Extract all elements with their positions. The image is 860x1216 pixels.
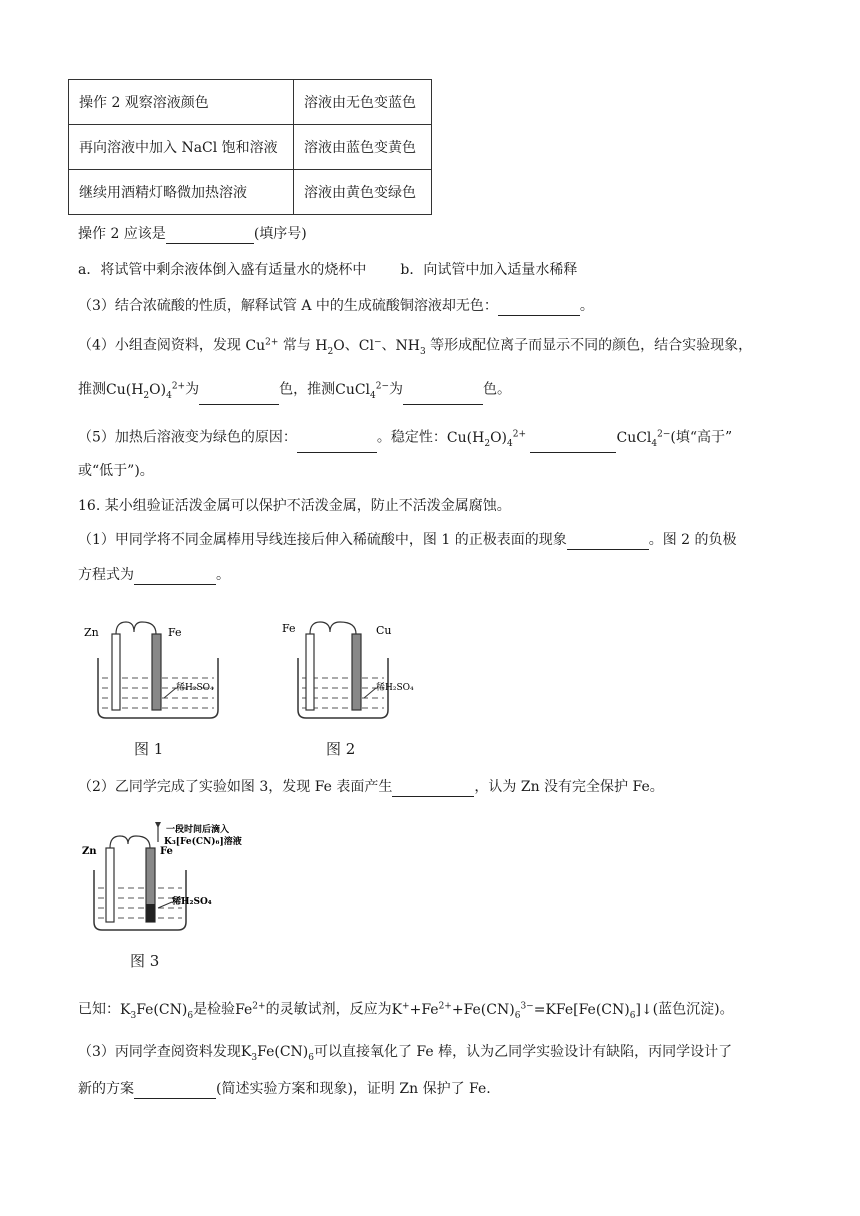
q16-part3-line1: （3）丙同学查阅资料发现$K_3Fe(CN)_6$可以直接氧化了 Fe 棒，认为乙同学实验设计有缺陷，丙同学设计了: [78, 1044, 733, 1063]
answer-blank[interactable]: [530, 452, 616, 453]
formula-nh3: $NH_3$: [395, 337, 426, 357]
table-cell-operation: 操作 2 观察溶液颜色: [69, 80, 294, 125]
answer-blank[interactable]: [166, 243, 254, 244]
answer-blank[interactable]: [403, 404, 483, 405]
q16-title: 16. 某小组验证活泼金属可以保护不活泼金属，防止不活泼金属腐蚀。: [78, 498, 511, 514]
fig3-acid-label: 稀H₂SO₄: [172, 897, 212, 907]
fig2-right-label: Cu: [376, 624, 392, 637]
table-cell-operation: 继续用酒精灯略微加热溶液: [69, 170, 294, 215]
table-cell-operation: 再向溶液中加入 NaCl 饱和溶液: [69, 125, 294, 170]
fig2-caption: 图 2: [326, 740, 356, 758]
answer-blank[interactable]: [134, 584, 216, 585]
q3-question: （3）结合浓硫酸的性质，解释试管 A 中的生成硫酸铜溶液却无色： 。: [78, 298, 594, 314]
formula-cl-minus: Cl−: [358, 337, 382, 354]
equation-blue-precipitate: $K^++Fe^{2+}+Fe(CN)_6^{3-}=KFe[Fe(CN)_6]↓$: [391, 1001, 653, 1021]
fig2-left-label: Fe: [282, 622, 296, 635]
answer-blank[interactable]: [297, 452, 377, 453]
q4-line1: （4）小组查阅资料，发现 $Cu^{2+}$ 常与 $H_2O$、Cl−、$NH_3$ 等形成配位离子而显示不同的颜色，结合实验现象，: [78, 337, 753, 357]
q4-line2: 推测$Cu(H_2O)_4^{2+}$为 色，推测CuCl$_4^{2-}$为 色。: [78, 376, 511, 405]
observation-table: [68, 79, 432, 215]
table-cell-result: 溶液由无色变蓝色: [294, 80, 432, 125]
formula-k3fecn6: $K_3Fe(CN)_6$: [120, 1001, 194, 1021]
formula-cu2plus: $Cu^{2+}$: [245, 337, 279, 354]
option-a: a．将试管中剩余液体倒入盛有适量水的烧杯中: [78, 262, 367, 278]
figure-3-galvanic-cell: [80, 818, 280, 938]
answer-blank[interactable]: [498, 315, 580, 316]
q16-part3-line2: 新的方案 (简述实验方案和现象)，证明 Zn 保护了 Fe.: [78, 1081, 491, 1097]
q16-part1-line2: 方程式为 。: [78, 567, 230, 583]
figure-1-galvanic-cell: [80, 618, 240, 728]
q5-line1: （5）加热后溶液变为绿色的原因： 。稳定性：$Cu(H_2O)_4^{2+}$ CuCl$_4^{2-}$(填“高于”: [78, 424, 732, 453]
q5-line2: 或“低于”)。: [78, 463, 154, 479]
formula-cucl4: CuCl$_4^{2-}$: [335, 381, 390, 401]
answer-blank[interactable]: [392, 796, 474, 797]
formula-cu-h2o4: $Cu(H_2O)_4^{2+}$: [106, 381, 186, 401]
table-row: [69, 170, 432, 215]
figure-2-galvanic-cell: [280, 618, 440, 728]
fig1-acid-label: 稀H₂SO₄: [176, 683, 214, 693]
answer-blank[interactable]: [567, 549, 649, 550]
fig3-caption: 图 3: [130, 952, 160, 970]
option-b: b．向试管中加入适量水稀释: [400, 262, 578, 278]
formula-fe2plus: $Fe^{2+}$: [235, 1001, 266, 1018]
fig3-right-label: Fe: [160, 846, 173, 857]
q16-part2: （2）乙同学完成了实验如图 3，发现 Fe 表面产生 ，认为 Zn 没有完全保护 Fe。: [78, 779, 664, 795]
fig3-left-label: Zn: [82, 846, 97, 857]
q16-part1-line1: （1）甲同学将不同金属棒用导线连接后伸入稀硫酸中，图 1 的正极表面的现象 。图 2 的负极: [78, 532, 737, 548]
fig2-acid-label: 稀H₂SO₄: [376, 683, 414, 693]
q2-options: [78, 260, 577, 280]
known-reaction: 已知：$K_3Fe(CN)_6$是检验$Fe^{2+}$的灵敏试剂，反应为$K^++Fe^{2+}+Fe(CN)_6^{3-}=KFe[Fe(CN)_6]↓$(蓝色沉淀)。: [78, 1001, 734, 1021]
answer-blank[interactable]: [199, 404, 279, 405]
formula-cu-h2o4: $Cu(H_2O)_4^{2+}$: [446, 429, 527, 449]
table-cell-result: 溶液由蓝色变黄色: [294, 125, 432, 170]
table-row: [69, 125, 432, 170]
fig1-right-label: Fe: [168, 626, 182, 639]
formula-h2o: $H_2O$: [315, 337, 345, 357]
fig3-note-line1: 一段时间后滴入: [166, 825, 230, 835]
table-row: [69, 80, 432, 125]
fig1-left-label: Zn: [84, 626, 99, 639]
formula-k3fecn6: $K_3Fe(CN)_6$: [240, 1044, 314, 1063]
answer-blank[interactable]: [134, 1098, 216, 1099]
fig3-note-line2: K₃[Fe(CN)₆]溶液: [164, 837, 242, 847]
table-cell-result: 溶液由黄色变绿色: [294, 170, 432, 215]
q2-stem: 操作 2 应该是 (填序号): [78, 226, 307, 242]
fig1-caption: 图 1: [134, 740, 164, 758]
formula-cucl4: CuCl$_4^{2-}$: [616, 429, 671, 449]
